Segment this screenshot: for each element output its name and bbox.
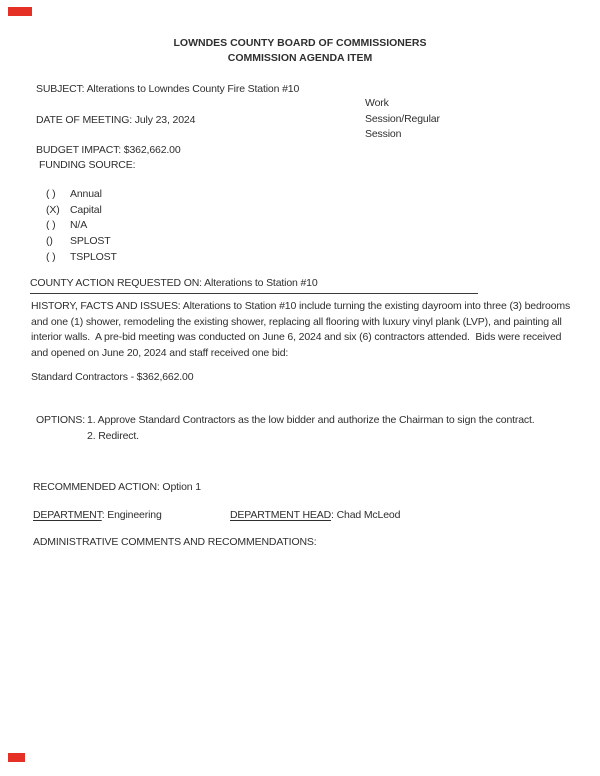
- document-subtitle: COMMISSION AGENDA ITEM: [227, 52, 373, 64]
- department-head-group: [230, 508, 400, 524]
- date-of-meeting-line: DATE OF MEETING: July 23, 2024: [36, 114, 196, 126]
- red-corner-mark-top: [8, 7, 32, 16]
- funding-option-na: [46, 218, 117, 234]
- options-items: [87, 413, 557, 444]
- session-type-line: Session: [365, 128, 402, 140]
- checkbox-glyph-checked: (X): [46, 203, 60, 216]
- history-facts-paragraph: HISTORY, FACTS AND ISSUES: Alterations to Station #10 include turning the existing dayroom into three (3) bedrooms and one (1) shower, remodeling the existing shower, replacing all flooring with luxury vinyl plank (LVP), and painting all interior walls. A pre-bid meeting was conducted on June 6, 2024 and six (6) contractors attended. Bids were received and opened on June 20, 2024 and staff received one bid:: [31, 300, 573, 359]
- funding-option-label: N/A: [70, 219, 88, 232]
- department-value: : Engineering: [101, 509, 162, 521]
- funding-option-label: Capital: [70, 203, 102, 216]
- department-head-value: : Chad McLeod: [331, 509, 401, 521]
- recommended-action-line: RECOMMENDED ACTION: Option 1: [33, 481, 201, 493]
- option-item-1: 1. Approve Standard Contractors as the low bidder and authorize the Chairman to sign the contract.: [87, 414, 535, 426]
- subject-line: SUBJECT: Alterations to Lowndes County Fire Station #10: [36, 83, 300, 95]
- session-type: [365, 96, 461, 143]
- budget-impact-line: BUDGET IMPACT: $362,662.00: [36, 144, 181, 156]
- administrative-comments-line: ADMINISTRATIVE COMMENTS AND RECOMMENDATIONS:: [33, 536, 317, 548]
- funding-option-label: TSPLOST: [70, 250, 117, 263]
- document-title: LOWNDES COUNTY BOARD OF COMMISSIONERS: [173, 37, 427, 49]
- funding-option-splost: [46, 234, 117, 250]
- funding-options-list: [46, 187, 117, 265]
- checkbox-glyph: ( ): [46, 188, 56, 200]
- department-label: DEPARTMENT: [33, 509, 102, 521]
- county-action-line: COUNTY ACTION REQUESTED ON: Alterations to Station #10: [30, 276, 478, 294]
- funding-option-label: Annual: [70, 188, 102, 200]
- checkbox-glyph: (): [46, 235, 53, 248]
- funding-option-label: SPLOST: [70, 235, 111, 248]
- session-type-line: Session/Regular: [365, 112, 440, 125]
- funding-option-capital: [46, 203, 117, 219]
- checkbox-glyph: ( ): [46, 219, 56, 232]
- funding-option-annual: [46, 187, 117, 203]
- options-block: [36, 413, 557, 444]
- checkbox-glyph: ( ): [46, 250, 56, 263]
- bid-line: Standard Contractors - $362,662.00: [31, 371, 194, 383]
- department-row: [33, 508, 593, 524]
- funding-option-tsplost: [46, 250, 117, 266]
- red-corner-mark-bottom: [8, 753, 25, 762]
- funding-source-label: FUNDING SOURCE:: [39, 159, 136, 171]
- options-label: OPTIONS:: [36, 414, 85, 426]
- option-item-2: 2. Redirect.: [87, 429, 139, 442]
- session-type-line: Work: [365, 97, 389, 109]
- department-head-label: DEPARTMENT HEAD: [230, 509, 332, 521]
